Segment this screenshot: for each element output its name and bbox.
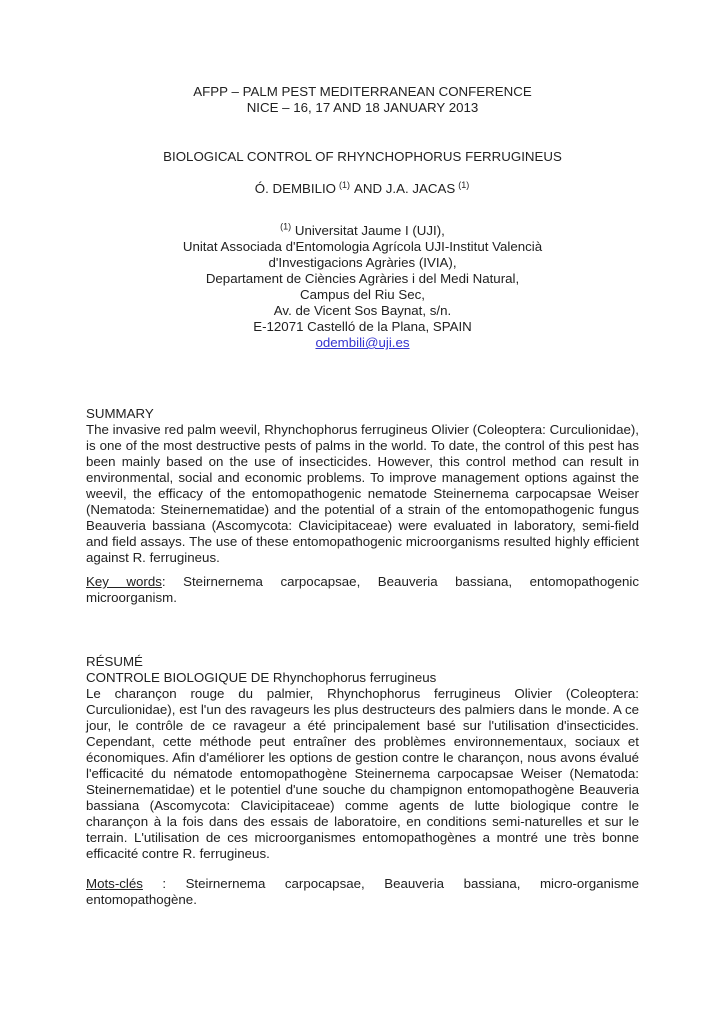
conference-header bbox=[86, 84, 639, 116]
authors-line bbox=[86, 181, 639, 197]
authors-separator: AND bbox=[354, 181, 383, 196]
affiliation-line-institution bbox=[86, 223, 639, 239]
summary-heading: SUMMARY bbox=[86, 406, 154, 421]
summary-section bbox=[86, 406, 639, 566]
affiliation-line-street: Av. de Vicent Sos Baynat, s/n. bbox=[273, 303, 452, 318]
resume-heading: RÉSUMÉ bbox=[86, 654, 143, 669]
keywords-line bbox=[86, 574, 639, 606]
mots-cles-line bbox=[86, 876, 639, 908]
conference-name: AFPP – PALM PEST MEDITERRANEAN CONFERENCE bbox=[193, 84, 532, 99]
keywords-label: Key words bbox=[86, 574, 162, 589]
author-1-affiliation-ref: (1) bbox=[339, 179, 351, 190]
keywords-text: : Steirnernema carpocapsae, Beauveria bassiana, entomopathogenic microorganism. bbox=[86, 574, 640, 605]
resume-section bbox=[86, 654, 639, 862]
affiliation-line-unit-2: d'Investigacions Agràries (IVIA), bbox=[268, 255, 457, 270]
author-2: J.A. JACAS bbox=[385, 181, 456, 196]
affiliation-line-unit: Unitat Associada d'Entomologia Agrícola UJI-Institut Valencià bbox=[182, 239, 543, 254]
mots-cles-label: Mots-clés bbox=[86, 876, 143, 891]
paper-title: BIOLOGICAL CONTROL OF RHYNCHOPHORUS FERRUGINEUS bbox=[163, 149, 562, 164]
author-1: Ó. DEMBILIO bbox=[254, 181, 337, 196]
email-link[interactable]: odembili@uji.es bbox=[315, 335, 410, 350]
affiliation-line-city: E-12071 Castelló de la Plana, SPAIN bbox=[253, 319, 472, 334]
affiliation-institution: Universitat Jaume I (UJI), bbox=[294, 223, 445, 238]
summary-paragraph: The invasive red palm weevil, Rhynchophorus ferrugineus Olivier (Coleoptera: Curculionidae), is one of the most destructive pests of palms in the world. To date, the control of this pest has been mainly based on the use of insecticides. However, this control method can result in environmental, social and economic problems. To improve management options against the weevil, the efficacy of the entomopathogenic nematode Steinernema carpocapsae Weiser (Nematoda: Steinernematidae) and the potential of a strain of the entomopathogenic fungus Beauveria bassiana (Ascomycota: Clavicipitaceae) were evaluated in laboratory, semi-field and field assays. The use of these entomopathogenic microorganisms resulted highly efficient against R. ferrugineus. bbox=[86, 422, 639, 565]
affiliation-line-department: Departament de Ciències Agràries i del Medi Natural, bbox=[205, 271, 520, 286]
affiliation-email-line bbox=[86, 335, 639, 351]
affiliation-block bbox=[86, 223, 639, 351]
affiliation-ref-marker: (1) bbox=[280, 221, 292, 232]
resume-paragraph: Le charançon rouge du palmier, Rhynchophorus ferrugineus Olivier (Coleoptera: Curculionidae), est l'un des ravageurs les plus destructeurs des palmiers dans le monde. A ce jour, le contrôle de ce ravageur a été principalement basé sur l'utilisation d'insecticides. Cependant, cette méthode peut entraîner des problèmes environnementaux, sociaux et économiques. Afin d'améliorer les options de gestion contre le charançon, nous avons évalué l'efficacité du nématode entomopathogène Steinernema carpocapsae Weiser (Nematoda: Steinernematidae) et le potentiel d'une souche du champignon entomopathogène Beauveria bassiana (Ascomycota: Clavicipitaceae) comme agents de lutte biologique contre le charançon à la fois dans des essais de laboratoire, en conditions semi-naturelles et sur le terrain. L'utilisation de ces microorganismes entomopathogènes a montré une très bonne efficacité contre R. ferrugineus. bbox=[86, 686, 639, 861]
conference-venue-date: NICE – 16, 17 AND 18 JANUARY 2013 bbox=[246, 100, 479, 115]
mots-cles-text: : Steirnernema carpocapsae, Beauveria bassiana, micro-organisme entomopathogène. bbox=[86, 876, 639, 907]
resume-subheading: CONTROLE BIOLOGIQUE DE Rhynchophorus ferrugineus bbox=[86, 670, 437, 685]
affiliation-line-campus: Campus del Riu Sec, bbox=[300, 287, 425, 302]
author-2-affiliation-ref: (1) bbox=[458, 179, 470, 190]
